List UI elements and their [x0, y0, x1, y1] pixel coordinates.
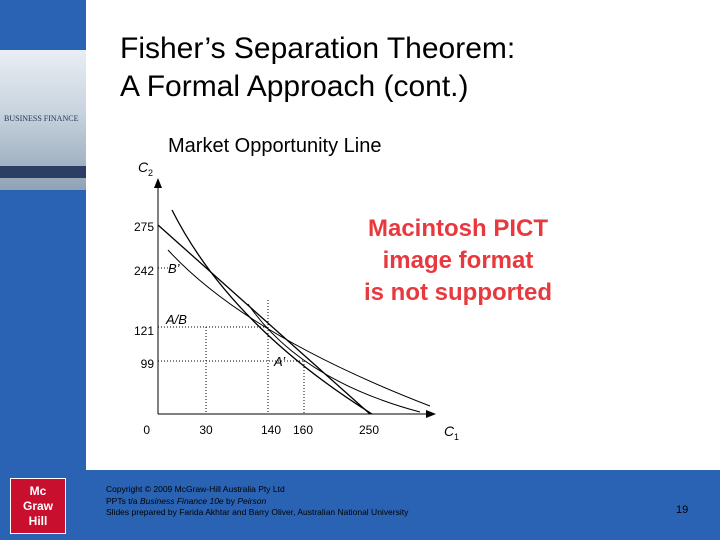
x-axis-arrow	[426, 410, 436, 418]
y-tick-99: 99	[140, 357, 154, 371]
footer-text	[106, 484, 408, 519]
y-axis-sub: 2	[148, 168, 154, 178]
x-axis-sub: 1	[454, 432, 460, 442]
footer-ppts	[106, 496, 408, 508]
logo-line-2: Graw	[22, 499, 53, 513]
x-tick-160: 160	[292, 423, 314, 437]
slide-title-line-2: A Formal Approach (cont.)	[120, 70, 469, 103]
y-axis-arrow	[154, 178, 162, 188]
logo-line-1: Mc	[29, 484, 47, 498]
footer-ppts-prefix: PPTs t/a	[106, 495, 141, 506]
footer-by: by	[223, 495, 238, 506]
unsupported-image-line-3: is not supported	[364, 279, 552, 306]
y-tick-275: 275	[133, 220, 154, 234]
x-tick-250: 250	[358, 423, 380, 437]
unsupported-image-line-1: Macintosh PICT	[367, 215, 549, 242]
x-tick-140: 140	[260, 423, 282, 437]
y-tick-242: 242	[133, 264, 154, 278]
y-axis-label: C	[138, 159, 149, 175]
market-opportunity-line	[158, 225, 370, 414]
footer-book-title: Business Finance 10e	[140, 495, 224, 506]
slide-title-line-1: Fisher’s Separation Theorem:	[120, 32, 516, 65]
footer-credits: Slides prepared by Farida Akhtar and Barry Oliver, Australian National University	[106, 507, 409, 517]
point-b-prime: B’	[168, 261, 180, 276]
diagram-heading: Market Opportunity Line	[168, 135, 382, 157]
x-tick-30: 30	[199, 423, 213, 437]
book-cover-title: BUSINESS FINANCE	[4, 114, 79, 123]
footer-copyright: Copyright © 2009 McGraw-Hill Australia Pty Ltd	[106, 484, 285, 494]
logo-line-3: Hill	[28, 514, 48, 528]
y-tick-121: 121	[133, 324, 154, 338]
footer-publisher: Peirson	[237, 495, 267, 506]
unsupported-image-line-2: image format	[382, 247, 534, 274]
point-ab: A/B	[166, 312, 187, 327]
point-a-prime: A’	[274, 354, 286, 369]
page-number: 19	[676, 504, 689, 516]
y-tick-0: 0	[143, 423, 150, 437]
x-axis-label: C	[444, 423, 455, 439]
